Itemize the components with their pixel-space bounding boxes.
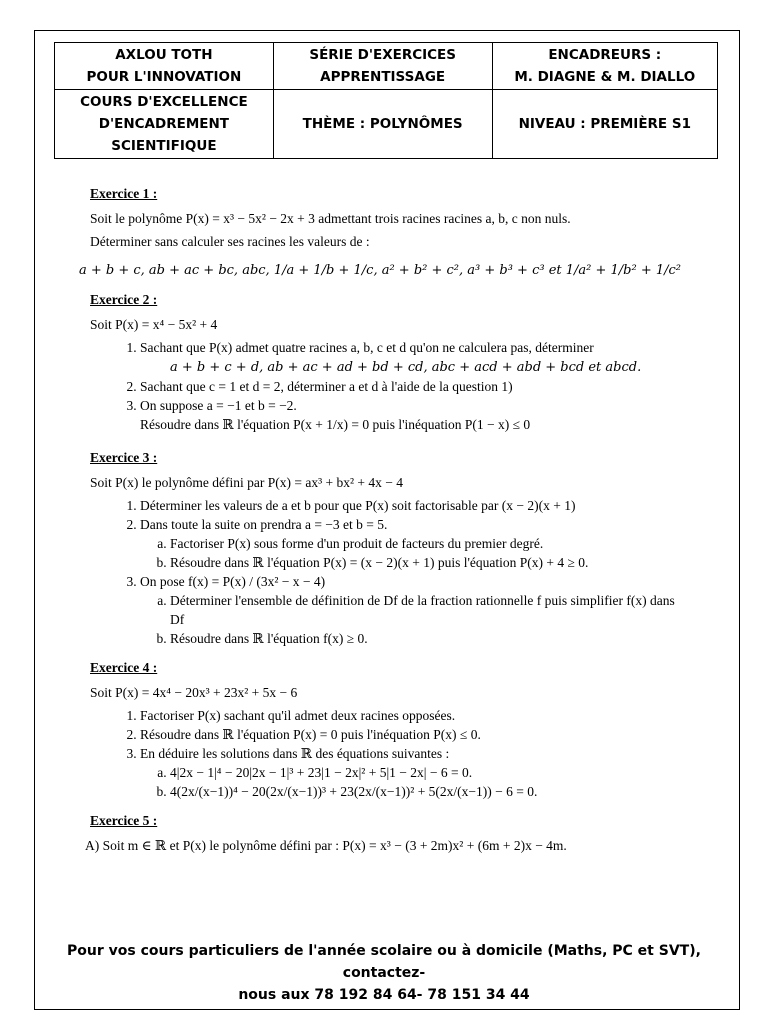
exercise-3-q1: 1. Déterminer les valeurs de a et b pour que P(x) soit factorisable par (x − 2)(x + 1)	[140, 496, 690, 515]
exercise-4-q3b: b. 4(2x/(x−1))⁴ − 20(2x/(x−1))³ + 23(2x/(x−1))² + 5(2x/(x−1)) − 6 = 0.	[170, 782, 690, 801]
exercise-1-instruction: Déterminer sans calculer ses racines les valeurs de :	[90, 234, 370, 249]
exercise-5-part-a: A) Soit m ∈ ℝ et P(x) le polynôme défini par : P(x) = x³ − (3 + 2m)x² + (6m + 2)x − 4m.	[85, 838, 567, 853]
exercise-3-q3b: b. Résoudre dans ℝ l'équation f(x) ≥ 0.	[170, 629, 690, 648]
exercise-4-q3a: a. 4|2x − 1|⁴ − 20|2x − 1|³ + 23|1 − 2x|² + 5|1 − 2x| − 6 = 0.	[170, 763, 690, 782]
footer-contact: Pour vos cours particuliers de l'année scolaire ou à domicile (Maths, PC et SVT), contactez- nous aux 78 192 84 64- 78 151 34 44	[67, 943, 701, 1003]
exercise-3-q2a: a. Factoriser P(x) sous forme d'un produit de facteurs du premier degré.	[170, 534, 690, 553]
exercise-1-statement: Soit le polynôme P(x) = x³ − 5x² − 2x + 3 admettant trois racines racines a, b, c non nuls.	[90, 211, 571, 226]
exercise-2-questions	[90, 338, 690, 434]
exercise-4-questions	[90, 706, 690, 801]
exercise-2-title: Exercice 2 :	[90, 292, 158, 307]
header-org: AXLOU TOTH POUR L'INNOVATION	[55, 43, 274, 90]
exercise-content	[78, 178, 690, 859]
exercise-3-statement: Soit P(x) le polynôme défini par P(x) = ax³ + bx² + 4x − 4	[90, 475, 404, 490]
exercise-4-statement: Soit P(x) = 4x⁴ − 20x³ + 23x² + 5x − 6	[90, 685, 298, 700]
exercise-4-title: Exercice 4 :	[90, 660, 158, 675]
exercise-3-q3a: a. Déterminer l'ensemble de définition de Df de la fraction rationnelle f puis simplifier f(x) dans Df	[170, 591, 690, 629]
exercise-2-q1: 1. Sachant que P(x) admet quatre racines a, b, c et d qu'on ne calculera pas, déterminer a + b + c + d, ab + ac + ad + bd + cd, abc + acd + abd + bcd et abcd.	[140, 338, 690, 377]
header-series: SÉRIE D'EXERCICES APPRENTISSAGE	[273, 43, 492, 90]
exercise-3-q2b: b. Résoudre dans ℝ l'équation P(x) = (x − 2)(x + 1) puis l'équation P(x) + 4 ≥ 0.	[170, 553, 690, 572]
exercise-4-q3: 3. En déduire les solutions dans ℝ des équations suivantes : a. 4|2x − 1|⁴ − 20|2x − 1|³ + 23|1 − 2x|² + 5|1 − 2x| − 6 = 0. b. 4(2x/(x−1))⁴ − 20(2x/(x−1))³ + 23(2x/(x−1))² + 5(2x/(x−1)) − 6 = 0.	[140, 744, 690, 801]
header-course: COURS D'EXCELLENCE D'ENCADREMENT SCIENTIFIQUE	[55, 90, 274, 159]
exercise-3-questions	[90, 496, 690, 648]
exercise-2-q2: 2. Sachant que c = 1 et d = 2, déterminer a et d à l'aide de la question 1)	[140, 377, 690, 396]
exercise-2-statement: Soit P(x) = x⁴ − 5x² + 4	[90, 317, 218, 332]
exercise-3-q2: 2. Dans toute la suite on prendra a = −3 et b = 5. a. Factoriser P(x) sous forme d'un produit de facteurs du premier degré. b. Résoudre dans ℝ l'équation P(x) = (x − 2)(x + 1) puis l'équation P(x) + 4 ≥ 0.	[140, 515, 690, 572]
exercise-4-q1: 1. Factoriser P(x) sachant qu'il admet deux racines opposées.	[140, 706, 690, 725]
header-supervisors: ENCADREURS : M. DIAGNE & M. DIALLO	[492, 43, 717, 90]
exercise-1-title: Exercice 1 :	[90, 186, 158, 201]
exercise-5-title: Exercice 5 :	[90, 813, 158, 828]
header-level: NIVEAU : PREMIÈRE S1	[492, 90, 717, 159]
exercise-3-q3: 3. On pose f(x) = P(x) / (3x² − x − 4) a. Déterminer l'ensemble de définition de Df de la fraction rationnelle f puis simplifier f(x) dans Df b. Résoudre dans ℝ l'équation f(x) ≥ 0.	[140, 572, 690, 648]
exercise-1-formula: a + b + c, ab + ac + bc, abc, 1/a + 1/b + 1/c, a² + b² + c², a³ + b³ + c³ et 1/a² + 1/b² + 1/c²	[78, 263, 682, 278]
exercise-4-q2: 2. Résoudre dans ℝ l'équation P(x) = 0 puis l'inéquation P(x) ≤ 0.	[140, 725, 690, 744]
exercise-3-title: Exercice 3 :	[90, 450, 158, 465]
exercise-2-q3: 3. On suppose a = −1 et b = −2. Résoudre dans ℝ l'équation P(x + 1/x) = 0 puis l'inéquation P(1 − x) ≤ 0	[140, 396, 690, 434]
header-theme: THÈME : POLYNÔMES	[273, 90, 492, 159]
header-table	[54, 42, 718, 159]
